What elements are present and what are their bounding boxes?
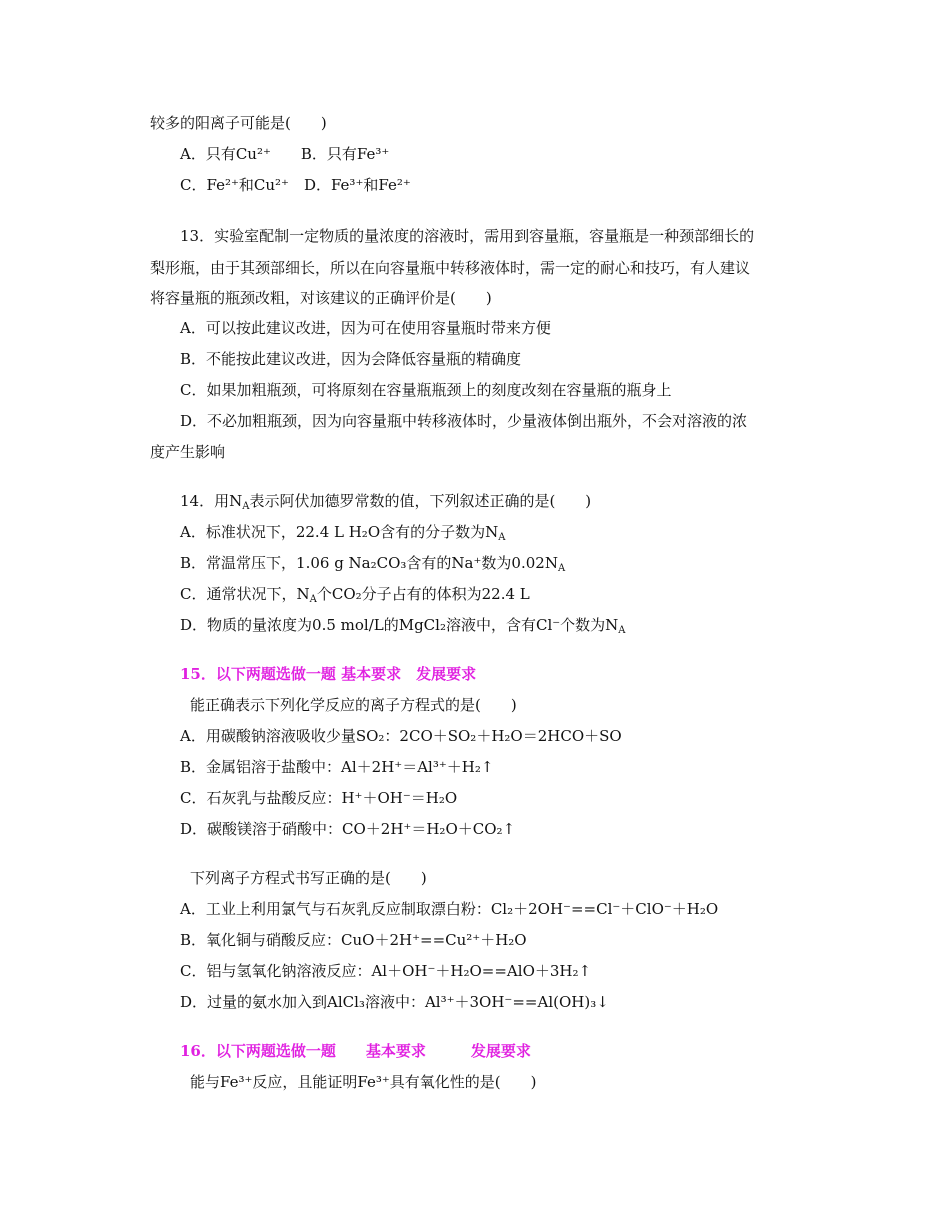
q14-option-d: D．物质的量浓度为0.5 mol/L的MgCl₂溶液中，含有Cl⁻个数为$N_A$ — [180, 616, 626, 636]
q16-header — [180, 1041, 531, 1061]
q16-number: 16． — [180, 1042, 216, 1060]
q12-options-ab: A．只有Cu²⁺ B．只有Fe³⁺ — [180, 145, 390, 163]
q14-option-b: B．常温常压下，1.06 g Na₂CO₃含有的Na⁺数为$0.02N_A$ — [180, 554, 566, 574]
q13-option-d-line1: D．不必加粗瓶颈，因为向容量瓶中转移液体时，少量液体倒出瓶外，不会对溶液的浓 — [180, 412, 748, 430]
q15-part2-stem: 下列离子方程式书写正确的是( ) — [190, 869, 427, 887]
q14-stem: 14．用$N_A$表示阿伏加德罗常数的值，下列叙述正确的是( ) — [180, 492, 592, 512]
q12-options-cd: C．Fe²⁺和Cu²⁺ D．Fe³⁺和Fe²⁺ — [180, 176, 411, 194]
q13-option-d-line2: 度产生影响 — [150, 443, 226, 461]
q15-part1-option-a: A．用碳酸钠溶液吸收少量SO₂：2CO＋SO₂＋H₂O＝2HCO＋SO — [180, 727, 622, 745]
q16-title: 以下两题选做一题 基本要求 发展要求 — [215, 1042, 531, 1060]
q16-stem: 能与Fe³⁺反应，且能证明Fe³⁺具有氧化性的是( ) — [190, 1073, 537, 1091]
q15-part2-option-d: D．过量的氨水加入到AlCl₃溶液中：Al³⁺＋3OH⁻==Al(OH)₃↓ — [180, 993, 609, 1011]
q13-option-a: A．可以按此建议改进，因为可在使用容量瓶时带来方便 — [180, 319, 551, 337]
q15-part2-option-c: C．铝与氢氧化钠溶液反应：Al＋OH⁻＋H₂O==AlO＋3H₂↑ — [180, 962, 592, 980]
q14-option-c: C．通常状况下，$N_A$个CO₂分子占有的体积为22.4 L — [180, 585, 530, 605]
q13-stem-line3: 将容量瓶的瓶颈改粗，对该建议的正确评价是( ) — [150, 289, 492, 307]
q12-stem: 较多的阳离子可能是( ) — [150, 114, 327, 132]
q13-option-b: B．不能按此建议改进，因为会降低容量瓶的精确度 — [180, 350, 522, 368]
q15-part1-option-d: D．碳酸镁溶于硝酸中：CO＋2H⁺＝H₂O＋CO₂↑ — [180, 820, 516, 838]
q15-number: 15． — [180, 665, 216, 683]
q13-option-c: C．如果加粗瓶颈，可将原刻在容量瓶瓶颈上的刻度改刻在容量瓶的瓶身上 — [180, 381, 672, 399]
q15-part2-option-a: A．工业上利用氯气与石灰乳反应制取漂白粉：Cl₂＋2OH⁻==Cl⁻＋ClO⁻＋H₂O — [180, 900, 719, 918]
q15-part2-option-b: B．氧化铜与硝酸反应：CuO＋2H⁺==Cu²⁺＋H₂O — [180, 931, 527, 949]
q15-title: 以下两题选做一题 基本要求 发展要求 — [215, 665, 477, 683]
q15-part1-option-b: B．金属铝溶于盐酸中：Al＋2H⁺＝Al³⁺＋H₂↑ — [180, 758, 494, 776]
q15-header — [180, 664, 476, 684]
q15-part1-option-c: C．石灰乳与盐酸反应：H⁺＋OH⁻＝H₂O — [180, 789, 458, 807]
q15-part1-stem: 能正确表示下列化学反应的离子方程式的是( ) — [190, 696, 517, 714]
q14-option-a: A．标准状况下，22.4 L H₂O含有的分子数为$N_A$ — [180, 523, 506, 543]
q13-stem-line1: 13．实验室配制一定物质的量浓度的溶液时，需用到容量瓶，容量瓶是一种颈部细长的 — [180, 227, 755, 245]
q13-stem-line2: 梨形瓶，由于其颈部细长，所以在向容量瓶中转移液体时，需一定的耐心和技巧，有人建议 — [150, 259, 751, 277]
